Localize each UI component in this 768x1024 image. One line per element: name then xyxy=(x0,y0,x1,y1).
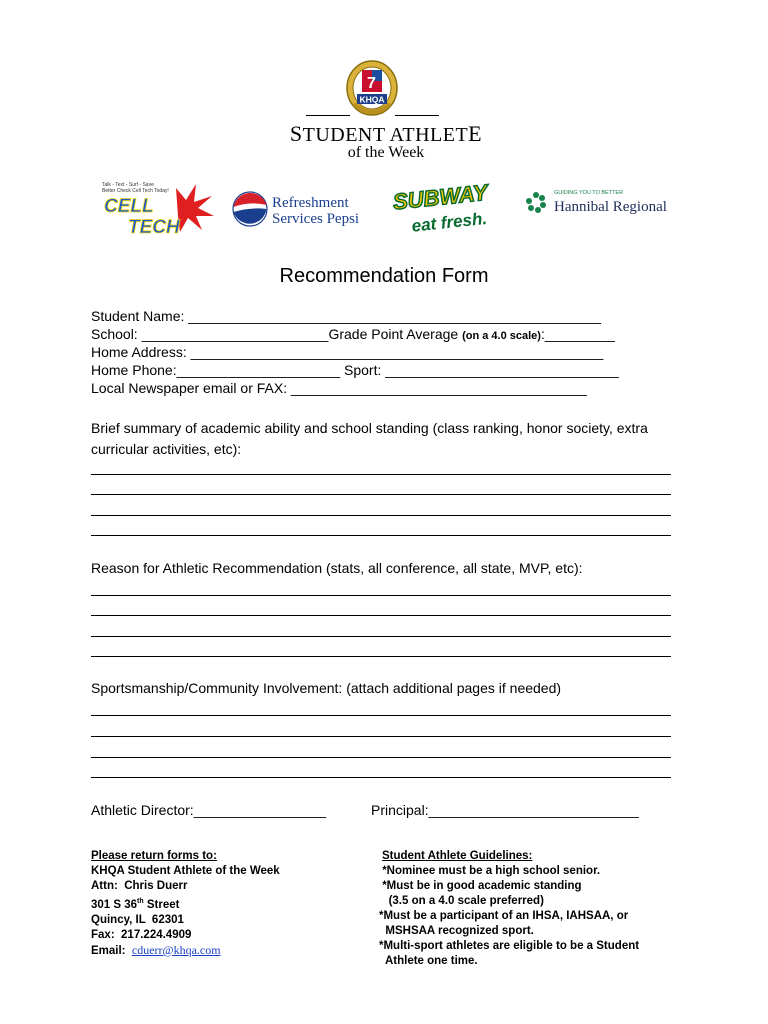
athletic-answer-line[interactable] xyxy=(91,636,671,637)
academic-answer-line[interactable] xyxy=(91,494,671,495)
svg-text:Services Pepsi: Services Pepsi xyxy=(272,211,360,227)
svg-text:SUBWAY: SUBWAY xyxy=(391,180,489,215)
svg-text:TECH: TECH xyxy=(128,217,180,238)
return-heading: Please return forms to: xyxy=(91,850,217,862)
program-title: STUDENT ATHLETE xyxy=(289,121,483,146)
school-gpa-field[interactable] xyxy=(91,325,615,345)
email-line: Email: cduerr@khqa.com xyxy=(91,942,221,957)
home-address-field[interactable]: Home Address: _____________________________________________________ xyxy=(91,344,604,360)
athletic-recommendation-prompt: Reason for Athletic Recommendation (stats, all conference, all state, MVP, etc): xyxy=(91,560,583,576)
sportsmanship-answer-line[interactable] xyxy=(91,715,671,716)
academic-summary-prompt: Brief summary of academic ability and school standing (class ranking, honor society, extra curricular activities, etc): xyxy=(91,420,648,457)
svg-text:GUIDING YOU TO BETTER: GUIDING YOU TO BETTER xyxy=(554,190,624,196)
guideline-item: *Must be a participant of an IHSA, IAHSAA, or xyxy=(379,910,629,922)
svg-text:Refreshment: Refreshment xyxy=(272,195,349,211)
svg-text:Better Check Cell Tech Today!: Better Check Cell Tech Today! xyxy=(102,188,169,194)
guideline-item: *Nominee must be a high school senior. xyxy=(379,865,601,877)
home-phone-sport-field[interactable]: Home Phone:_____________________ Sport: ______________________________ xyxy=(91,362,619,378)
title-rule-right xyxy=(395,115,439,116)
sportsmanship-answer-line[interactable] xyxy=(91,777,671,778)
principal-field[interactable]: Principal:___________________________ xyxy=(371,802,639,818)
gpa-scale-note: (on a 4.0 scale) xyxy=(462,330,541,342)
athletic-director-field[interactable]: Athletic Director:_________________ xyxy=(91,802,327,818)
student-name-field[interactable]: Student Name: _____________________________________________________ xyxy=(91,308,601,324)
svg-text:Talk - Text - Surf - Save: Talk - Text - Surf - Save xyxy=(102,182,154,188)
subway-logo xyxy=(390,180,505,236)
return-line: KHQA Student Athlete of the Week xyxy=(91,865,280,877)
city-line: Quincy, IL 62301 xyxy=(91,913,184,926)
guideline-item: (3.5 on a 4.0 scale preferred) xyxy=(379,895,544,907)
svg-text:CELL: CELL xyxy=(104,196,154,217)
newspaper-contact-field[interactable]: Local Newspaper email or FAX: ______________________________________ xyxy=(91,380,587,396)
school-gpa-label: School: ________________________Grade Point Average xyxy=(91,326,463,342)
athletic-answer-line[interactable] xyxy=(91,595,671,596)
street-line: 301 S 36th Street xyxy=(91,898,180,911)
khqa-logo xyxy=(340,58,404,122)
fax-line: Fax: 217.224.4909 xyxy=(91,928,192,941)
form-title: Recommendation Form xyxy=(279,265,489,287)
return-line: Attn: Chris Duerr xyxy=(91,880,188,892)
guideline-item: Athlete one time. xyxy=(379,955,478,967)
sportsmanship-answer-line[interactable] xyxy=(91,736,671,737)
sportsmanship-answer-line[interactable] xyxy=(91,757,671,758)
guidelines-heading: Student Athlete Guidelines: xyxy=(382,850,533,862)
title-rule-left xyxy=(306,115,350,116)
svg-text:eat fresh.: eat fresh. xyxy=(410,208,488,236)
athletic-answer-line[interactable] xyxy=(91,656,671,657)
guideline-item: *Multi-sport athletes are eligible to be a Student xyxy=(379,940,640,952)
hannibal-regional-logo xyxy=(524,186,674,220)
academic-answer-line[interactable] xyxy=(91,515,671,516)
academic-answer-line[interactable] xyxy=(91,535,671,536)
svg-text:Hannibal Regional: Hannibal Regional xyxy=(554,199,667,215)
guideline-item: MSHSAA recognized sport. xyxy=(379,925,534,937)
svg-text:KHQA: KHQA xyxy=(359,94,385,105)
gpa-blank: :_________ xyxy=(540,326,615,342)
program-subtitle: of the Week xyxy=(347,144,425,161)
athletic-answer-line[interactable] xyxy=(91,615,671,616)
sportsmanship-prompt: Sportsmanship/Community Involvement: (attach additional pages if needed) xyxy=(91,680,562,696)
refreshment-services-pepsi-logo xyxy=(232,187,372,231)
svg-text:7: 7 xyxy=(367,75,376,92)
guidelines-block xyxy=(379,834,639,969)
email-link[interactable]: cduerr@khqa.com xyxy=(131,942,221,957)
guideline-item: *Must be in good academic standing xyxy=(379,880,582,892)
cell-tech-logo xyxy=(98,178,216,240)
return-address-block xyxy=(91,834,280,959)
academic-answer-line[interactable] xyxy=(91,474,671,475)
